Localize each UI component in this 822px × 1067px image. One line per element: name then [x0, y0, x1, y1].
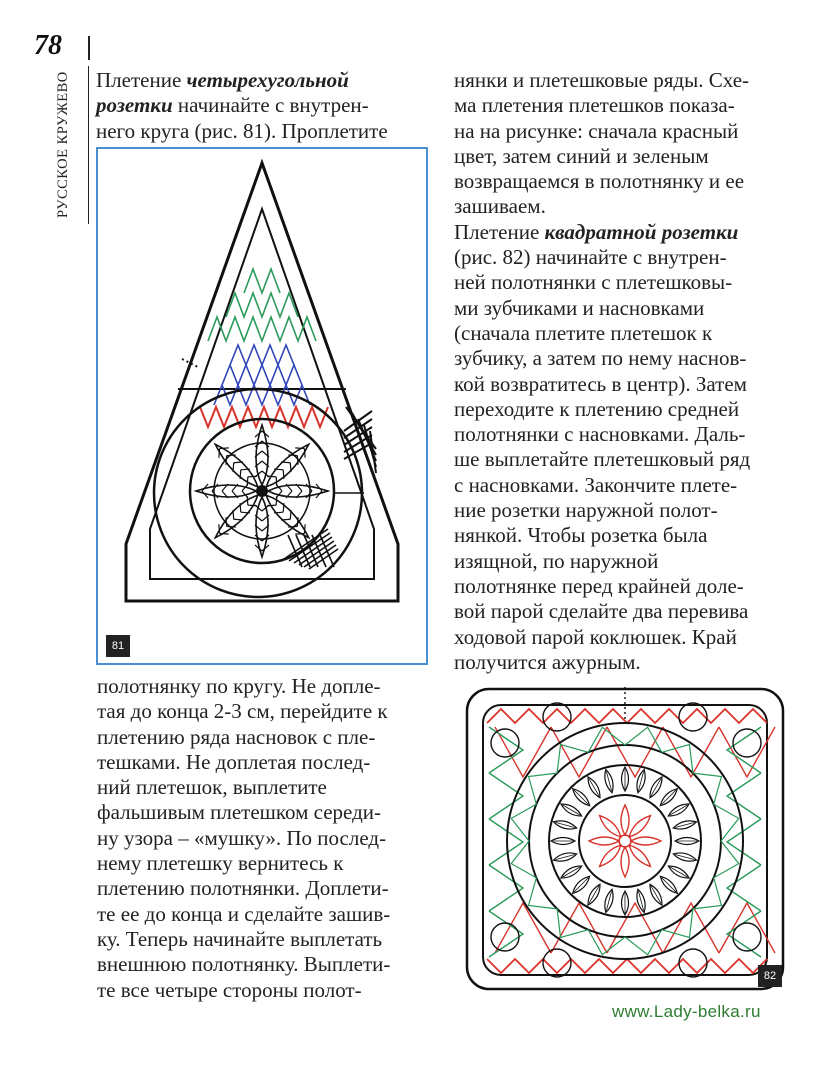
petal-outline [211, 491, 262, 542]
star-petal [261, 490, 313, 542]
text-run: полотнянке перед крайней доле- [454, 573, 744, 598]
text-line [454, 270, 794, 295]
petal-outline [621, 805, 629, 835]
text-run: ней полотнянки с плетешковы- [454, 270, 733, 295]
emphasis-term: розетки [96, 93, 173, 118]
text-line [454, 574, 794, 599]
text-run: полотнянки с насновками. Даль- [454, 422, 746, 447]
leaf-petal [647, 883, 665, 907]
red-flower-petal [621, 847, 629, 877]
green-ring-zigzag [588, 930, 625, 955]
star-petal [255, 497, 269, 557]
text-run: возвращаемся в полотнянку и ее [454, 169, 745, 194]
leaf-petal [553, 851, 578, 864]
star-petal [210, 490, 262, 542]
text-run: изящной, по наружной [454, 548, 659, 573]
green-braid-row [226, 293, 298, 317]
text-line [454, 194, 794, 219]
green-zigzag [727, 773, 761, 819]
figure-81-drawing [98, 149, 426, 663]
leaf-petal [635, 888, 648, 913]
text-line [454, 245, 794, 270]
footer-url: www.Lady-belka.ru [612, 1002, 761, 1021]
leaf-vein [675, 854, 694, 859]
text-line [454, 144, 794, 169]
text-line [454, 447, 794, 472]
leaf-petal [622, 767, 629, 791]
leaf-petal [635, 769, 648, 794]
leaf-petal [672, 851, 697, 864]
leaf-vein [675, 822, 694, 827]
green-braid-row [244, 269, 280, 293]
page-number: 78 [34, 30, 62, 61]
emphasis-term: квадратной розетки [544, 219, 739, 244]
text-line [454, 346, 794, 371]
green-ring-zigzag [714, 841, 739, 878]
text-run: на на рисунке: сначала красный [454, 118, 739, 143]
text-run: ма плетения плетешков показа- [454, 93, 735, 118]
star-petal [210, 439, 262, 491]
red-border-top [487, 709, 767, 723]
leaf-vein [606, 771, 611, 790]
leaf-petal [585, 775, 603, 799]
picot-circle [491, 729, 519, 757]
red-triangle [495, 727, 551, 777]
text-run: него круга (рис. 81). Проплетите [96, 118, 388, 143]
text-run: (рис. 82) начинайте с внутрен- [454, 245, 727, 270]
red-flower-petal [597, 842, 624, 869]
leaf-petal [667, 801, 691, 819]
petal-outline [631, 837, 661, 845]
left-column-top-text [96, 68, 426, 144]
text-line [454, 169, 794, 194]
text-line: те ее до конца и сделайте зашив- [97, 901, 391, 926]
red-flower-petal [631, 837, 661, 845]
leaf-vein [606, 891, 611, 910]
text-line [454, 422, 794, 447]
star-petal [196, 484, 256, 498]
text-line [454, 220, 794, 245]
green-ring-zigzag [511, 804, 536, 841]
text-run: получится ажурным. [454, 649, 641, 674]
text-run: (сначала плетите плетешок к [454, 320, 713, 345]
petal-outline [597, 842, 624, 869]
picot-circle [679, 703, 707, 731]
red-flower-petal [626, 842, 653, 869]
text-run: Плетение [96, 68, 187, 92]
text-run: ми зубчиками и насновками [454, 295, 705, 320]
leaf-petal [675, 838, 699, 845]
text-run: ше выплетайте плетешковый ряд [454, 447, 751, 472]
text-run: ние розетки наружной полот- [454, 498, 718, 523]
text-line [454, 93, 794, 118]
leaf-petal [559, 801, 583, 819]
leaf-petal [559, 863, 583, 881]
petal-outline [211, 440, 262, 491]
text-run: с насновками. Закончите плете- [454, 472, 738, 497]
text-run: ходовой парой коклюшек. Край [454, 624, 737, 649]
leaf-petal [570, 786, 592, 808]
text-run: вой парой сделайте два перевива [454, 599, 749, 624]
text-line: нему плетешку вернитесь к [97, 851, 344, 876]
leaf-petal [622, 891, 629, 915]
petal-outline [262, 440, 313, 491]
text-line: ну узора – «мушку». По послед- [97, 825, 387, 850]
text-line: плетению полотнянки. Доплети- [97, 876, 389, 901]
red-flower-petal [621, 805, 629, 835]
green-zigzag [727, 865, 761, 911]
text-run: нянки и плетешковые ряды. Схе- [454, 68, 750, 92]
leaf-petal [585, 883, 603, 907]
figure-81-label: 81 [106, 635, 130, 657]
leaf-petal [602, 769, 615, 794]
inner-kite-outline [150, 209, 374, 579]
petal-outline [262, 491, 313, 542]
red-flower-petal [626, 813, 653, 840]
figure-82-drawing [465, 687, 787, 993]
text-line: тешками. Не доплетая послед- [97, 749, 371, 774]
text-line: тая до конца 2-3 см, перейдите к [97, 699, 388, 724]
star-petal [255, 425, 269, 485]
left-column-bottom-text [97, 674, 432, 1003]
picot-circle [543, 703, 571, 731]
green-zigzag [489, 865, 523, 911]
red-flower-petal [589, 837, 619, 845]
text-run: зашиваем. [454, 194, 546, 219]
blue-braid-row [222, 365, 302, 385]
petal-outline [626, 842, 653, 869]
header-rule [88, 36, 90, 60]
text-run: Плетение [454, 219, 545, 244]
text-line [96, 68, 426, 93]
figure-82 [465, 687, 787, 993]
petal-outline [597, 813, 624, 840]
green-ring-zigzag [511, 841, 536, 878]
text-line [454, 473, 794, 498]
text-line [96, 93, 426, 118]
text-run: нянкой. Чтобы розетка была [454, 523, 708, 548]
text-line [454, 523, 794, 548]
text-line: ний плетешок, выплетите [97, 775, 327, 800]
leaf-petal [551, 838, 575, 845]
green-zigzag [489, 773, 523, 819]
text-run: зубчику, а затем по нему наснов- [454, 346, 747, 371]
text-line [454, 397, 794, 422]
red-braid-row [200, 407, 328, 427]
figure-81 [96, 147, 428, 665]
leaf-petal [672, 818, 697, 831]
side-rule [88, 66, 89, 224]
text-line [454, 68, 794, 93]
running-head: РУССКОЕ КРУЖЕВО [55, 71, 71, 218]
text-line: полотнянку по кругу. Не доплe- [97, 674, 381, 698]
text-line: плетению ряда насновок с пле- [97, 724, 376, 749]
leaf-petal [553, 818, 578, 831]
leaf-vein [555, 822, 574, 827]
picot-circle [679, 949, 707, 977]
text-line [454, 296, 794, 321]
red-border-bottom [487, 959, 767, 973]
green-ring-zigzag [714, 804, 739, 841]
text-run: начинайте с внутрен- [172, 93, 369, 118]
text-line [454, 599, 794, 624]
star-petal [261, 439, 313, 491]
red-triangle [607, 727, 663, 777]
leaf-petal [602, 888, 615, 913]
inner-ring [579, 795, 671, 887]
text-line: ку. Теперь начинайте выплетать [97, 926, 383, 951]
red-triangle [495, 903, 551, 953]
text-line: внешнюю полотнянку. Выплети- [97, 952, 391, 977]
text-line [454, 119, 794, 144]
star-petal [268, 484, 328, 498]
red-triangle [663, 727, 719, 777]
text-line [454, 372, 794, 397]
outer-kite-outline [126, 163, 398, 601]
leaf-vein [638, 771, 643, 790]
text-line [454, 321, 794, 346]
blue-braid-row [230, 345, 294, 365]
text-line [454, 650, 794, 675]
leaf-vein [638, 891, 643, 910]
red-flower-petal [597, 813, 624, 840]
text-line [454, 625, 794, 650]
leaf-vein [555, 854, 574, 859]
text-line [454, 549, 794, 574]
petal-outline [626, 813, 653, 840]
center-dot [256, 485, 268, 497]
text-line [454, 498, 794, 523]
leaf-petal [570, 874, 592, 896]
leaf-petal [658, 786, 680, 808]
emphasis-term: четырехугольной [186, 68, 349, 92]
text-run: переходите к плетению средней [454, 396, 740, 421]
green-braid-row [208, 317, 316, 341]
figure-82-label: 82 [758, 965, 782, 987]
leaf-petal [647, 775, 665, 799]
leaf-petal [658, 874, 680, 896]
petal-outline [589, 837, 619, 845]
text-run: цвет, затем синий и зеленым [454, 143, 709, 168]
text-run: кой возвратитесь в центр). Затем [454, 371, 747, 396]
text-line [96, 119, 426, 144]
flower-center [619, 835, 631, 847]
leaf-petal [667, 863, 691, 881]
right-column-text [454, 68, 794, 675]
text-line: фальшивым плетешком середи- [97, 800, 381, 825]
petal-outline [621, 847, 629, 877]
text-line: те все четыре стороны полот- [97, 977, 362, 1002]
